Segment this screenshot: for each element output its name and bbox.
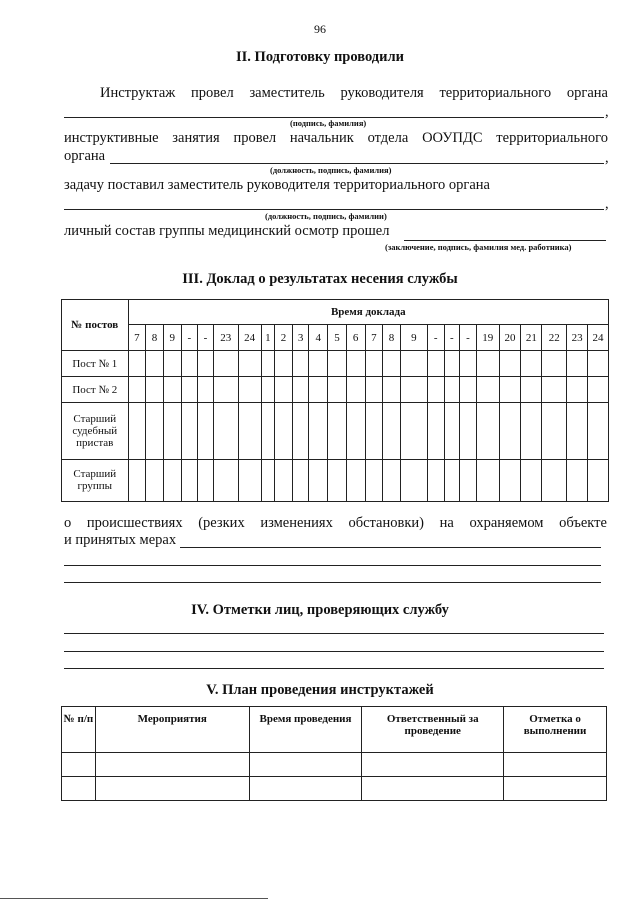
report-cell[interactable]: [365, 351, 383, 377]
report-cell[interactable]: [499, 377, 521, 403]
report-cell[interactable]: [328, 403, 347, 459]
report-cell[interactable]: [346, 377, 365, 403]
report-cell[interactable]: [328, 351, 347, 377]
caption-2: (должность, подпись, фамилия): [270, 165, 392, 175]
hour-cell: -: [427, 325, 444, 351]
section-5-title: V. План проведения инструктажей: [206, 682, 434, 698]
hour-cell: -: [198, 325, 214, 351]
report-cell[interactable]: [181, 403, 198, 459]
hour-cell: 6: [346, 325, 365, 351]
report-cell[interactable]: [365, 459, 383, 501]
report-cell[interactable]: [444, 377, 460, 403]
signature-line-3[interactable]: [64, 209, 604, 210]
report-cell[interactable]: [163, 377, 181, 403]
report-cell[interactable]: [181, 377, 198, 403]
report-cell[interactable]: [476, 403, 499, 459]
row-label: Пост № 2: [62, 377, 129, 403]
report-cell[interactable]: [460, 351, 477, 377]
hour-cell: -: [444, 325, 460, 351]
table-cell[interactable]: [362, 753, 504, 777]
report-cell[interactable]: [383, 351, 401, 377]
report-cell[interactable]: [261, 403, 275, 459]
hour-cell: -: [460, 325, 477, 351]
comma-3: ,: [605, 196, 609, 212]
report-cell[interactable]: [146, 377, 164, 403]
report-cell[interactable]: [198, 351, 214, 377]
hour-cell: 22: [542, 325, 567, 351]
hour-cell: 4: [309, 325, 328, 351]
report-cell[interactable]: [261, 377, 275, 403]
hours-row: [62, 325, 609, 351]
row-group-leader: [62, 459, 609, 501]
report-cell[interactable]: [163, 459, 181, 501]
report-cell[interactable]: [567, 403, 588, 459]
row-post-2: [62, 377, 609, 403]
report-cell[interactable]: [198, 459, 214, 501]
row-label: Старший судебный пристав: [62, 403, 129, 459]
header-number: № п/п: [62, 707, 96, 753]
report-cell[interactable]: [400, 377, 427, 403]
report-cell[interactable]: [292, 377, 309, 403]
hour-cell: 2: [275, 325, 293, 351]
report-cell[interactable]: [213, 351, 238, 377]
report-cell[interactable]: [567, 459, 588, 501]
report-cell[interactable]: [588, 459, 609, 501]
report-cell[interactable]: [427, 403, 444, 459]
report-cell[interactable]: [499, 351, 521, 377]
report-cell[interactable]: [444, 459, 460, 501]
incident-line-2: и принятых мерах: [64, 532, 177, 548]
report-cell[interactable]: [588, 403, 609, 459]
report-cell[interactable]: [146, 351, 164, 377]
report-cell[interactable]: [588, 351, 609, 377]
report-cell[interactable]: [309, 377, 328, 403]
report-cell[interactable]: [292, 459, 309, 501]
report-cell[interactable]: [427, 459, 444, 501]
section-4-title: IV. Отметки лиц, проверяющих службу: [191, 602, 449, 618]
report-cell[interactable]: [567, 351, 588, 377]
report-cell[interactable]: [238, 377, 261, 403]
table-cell[interactable]: [504, 753, 607, 777]
hour-cell: 20: [499, 325, 521, 351]
report-cell[interactable]: [198, 377, 214, 403]
time-header: Время доклада: [128, 300, 608, 325]
hour-cell: 24: [588, 325, 609, 351]
briefing-plan-table: [61, 706, 607, 801]
instruction-line-1: Инструктаж провел заместитель руководителя территориального органа: [100, 85, 608, 101]
hour-cell: -: [181, 325, 198, 351]
hour-cell: 1: [261, 325, 275, 351]
table-cell[interactable]: [95, 753, 249, 777]
instruction-line-4: личный состав группы медицинский осмотр прошел: [64, 223, 390, 239]
table-cell[interactable]: [62, 753, 96, 777]
report-cell[interactable]: [328, 377, 347, 403]
report-cell[interactable]: [521, 351, 542, 377]
report-cell[interactable]: [146, 459, 164, 501]
report-cell[interactable]: [261, 351, 275, 377]
report-cell[interactable]: [427, 377, 444, 403]
report-cell[interactable]: [542, 377, 567, 403]
table-cell[interactable]: [362, 777, 504, 801]
report-cell[interactable]: [128, 377, 146, 403]
report-cell[interactable]: [238, 403, 261, 459]
report-cell[interactable]: [400, 403, 427, 459]
report-cell[interactable]: [213, 377, 238, 403]
report-cell[interactable]: [128, 351, 146, 377]
report-cell[interactable]: [309, 403, 328, 459]
inspector-line-2[interactable]: [64, 651, 604, 652]
hour-cell: 23: [213, 325, 238, 351]
report-cell[interactable]: [128, 459, 146, 501]
header-time: Время проведения: [249, 707, 362, 753]
instruction-line-2: инструктивные занятия провел начальник отдела ООУПДС территориального: [64, 130, 608, 146]
hour-cell: 7: [128, 325, 146, 351]
hour-cell: 8: [146, 325, 164, 351]
report-cell[interactable]: [275, 377, 293, 403]
report-cell[interactable]: [275, 459, 293, 501]
table-cell[interactable]: [504, 777, 607, 801]
report-cell[interactable]: [181, 351, 198, 377]
hour-cell: 23: [567, 325, 588, 351]
comma-2: ,: [605, 150, 609, 166]
header-responsible: Ответственный за проведение: [362, 707, 504, 753]
report-cell[interactable]: [238, 351, 261, 377]
report-cell[interactable]: [444, 403, 460, 459]
report-cell[interactable]: [365, 377, 383, 403]
incident-fill-line-3[interactable]: [64, 582, 601, 583]
report-cell[interactable]: [309, 459, 328, 501]
report-cell[interactable]: [198, 403, 214, 459]
section-3-title: III. Доклад о результатах несения службы: [182, 271, 458, 287]
page-number: 96: [314, 22, 326, 36]
caption-1: (подпись, фамилия): [290, 118, 367, 128]
incident-line-1: о происшествиях (резких изменениях обстановки) на охраняемом объекте: [64, 515, 607, 531]
report-cell[interactable]: [365, 403, 383, 459]
section-2-title: II. Подготовку проводили: [236, 49, 404, 65]
report-cell[interactable]: [346, 351, 365, 377]
report-cell[interactable]: [163, 351, 181, 377]
report-cell[interactable]: [261, 459, 275, 501]
inspector-line-3[interactable]: [64, 668, 604, 669]
report-cell[interactable]: [275, 403, 293, 459]
caption-4: (заключение, подпись, фамилия мед. работника): [385, 242, 572, 252]
report-cell[interactable]: [275, 351, 293, 377]
posts-header: № постов: [62, 300, 129, 351]
report-table: [61, 299, 609, 502]
hour-cell: 8: [383, 325, 401, 351]
report-cell[interactable]: [476, 351, 499, 377]
report-cell[interactable]: [128, 403, 146, 459]
report-cell[interactable]: [146, 403, 164, 459]
report-cell[interactable]: [476, 377, 499, 403]
report-cell[interactable]: [383, 377, 401, 403]
report-cell[interactable]: [476, 459, 499, 501]
header-activity: Мероприятия: [95, 707, 249, 753]
report-cell[interactable]: [292, 351, 309, 377]
report-cell[interactable]: [542, 351, 567, 377]
row-label: Пост № 1: [62, 351, 129, 377]
table-cell[interactable]: [249, 777, 362, 801]
instruction-line-2b: органа: [64, 148, 106, 164]
report-cell[interactable]: [346, 403, 365, 459]
table-row: [62, 777, 607, 801]
report-cell[interactable]: [460, 459, 477, 501]
report-cell[interactable]: [521, 459, 542, 501]
hour-cell: 9: [163, 325, 181, 351]
hour-cell: 21: [521, 325, 542, 351]
row-post-1: [62, 351, 609, 377]
report-cell[interactable]: [213, 403, 238, 459]
hour-cell: 5: [328, 325, 347, 351]
report-cell[interactable]: [400, 459, 427, 501]
report-cell[interactable]: [542, 403, 567, 459]
report-cell[interactable]: [567, 377, 588, 403]
report-cell[interactable]: [292, 403, 309, 459]
report-cell[interactable]: [499, 403, 521, 459]
report-cell[interactable]: [383, 403, 401, 459]
row-label: Старший группы: [62, 459, 129, 501]
table-cell[interactable]: [95, 777, 249, 801]
report-cell[interactable]: [588, 377, 609, 403]
report-cell[interactable]: [181, 459, 198, 501]
hour-cell: 7: [365, 325, 383, 351]
scan-edge-line: [0, 898, 268, 899]
report-cell[interactable]: [460, 403, 477, 459]
instruction-line-3: задачу поставил заместитель руководителя территориального органа: [64, 177, 490, 193]
row-senior-bailiff: [62, 403, 609, 459]
hour-cell: 19: [476, 325, 499, 351]
report-cell[interactable]: [427, 351, 444, 377]
report-cell[interactable]: [328, 459, 347, 501]
report-cell[interactable]: [499, 459, 521, 501]
header-completion: Отметка о выполнении: [504, 707, 607, 753]
report-cell[interactable]: [213, 459, 238, 501]
hour-cell: 9: [400, 325, 427, 351]
report-cell[interactable]: [346, 459, 365, 501]
signature-line-2[interactable]: [110, 163, 604, 164]
report-cell[interactable]: [238, 459, 261, 501]
report-cell[interactable]: [309, 351, 328, 377]
report-cell[interactable]: [383, 459, 401, 501]
table-row: [62, 753, 607, 777]
incident-fill-line-1[interactable]: [180, 547, 601, 548]
hour-cell: 3: [292, 325, 309, 351]
incident-fill-line-2[interactable]: [64, 565, 601, 566]
report-cell[interactable]: [460, 377, 477, 403]
caption-3: (должность, подпись, фамилии): [265, 211, 387, 221]
inspector-line-1[interactable]: [64, 633, 604, 634]
report-cell[interactable]: [400, 351, 427, 377]
signature-line-4[interactable]: [404, 240, 606, 241]
report-cell[interactable]: [521, 377, 542, 403]
report-cell[interactable]: [542, 459, 567, 501]
report-cell[interactable]: [444, 351, 460, 377]
table-cell[interactable]: [62, 777, 96, 801]
comma-1: ,: [605, 104, 609, 120]
table-cell[interactable]: [249, 753, 362, 777]
hour-cell: 24: [238, 325, 261, 351]
report-cell[interactable]: [521, 403, 542, 459]
report-cell[interactable]: [163, 403, 181, 459]
